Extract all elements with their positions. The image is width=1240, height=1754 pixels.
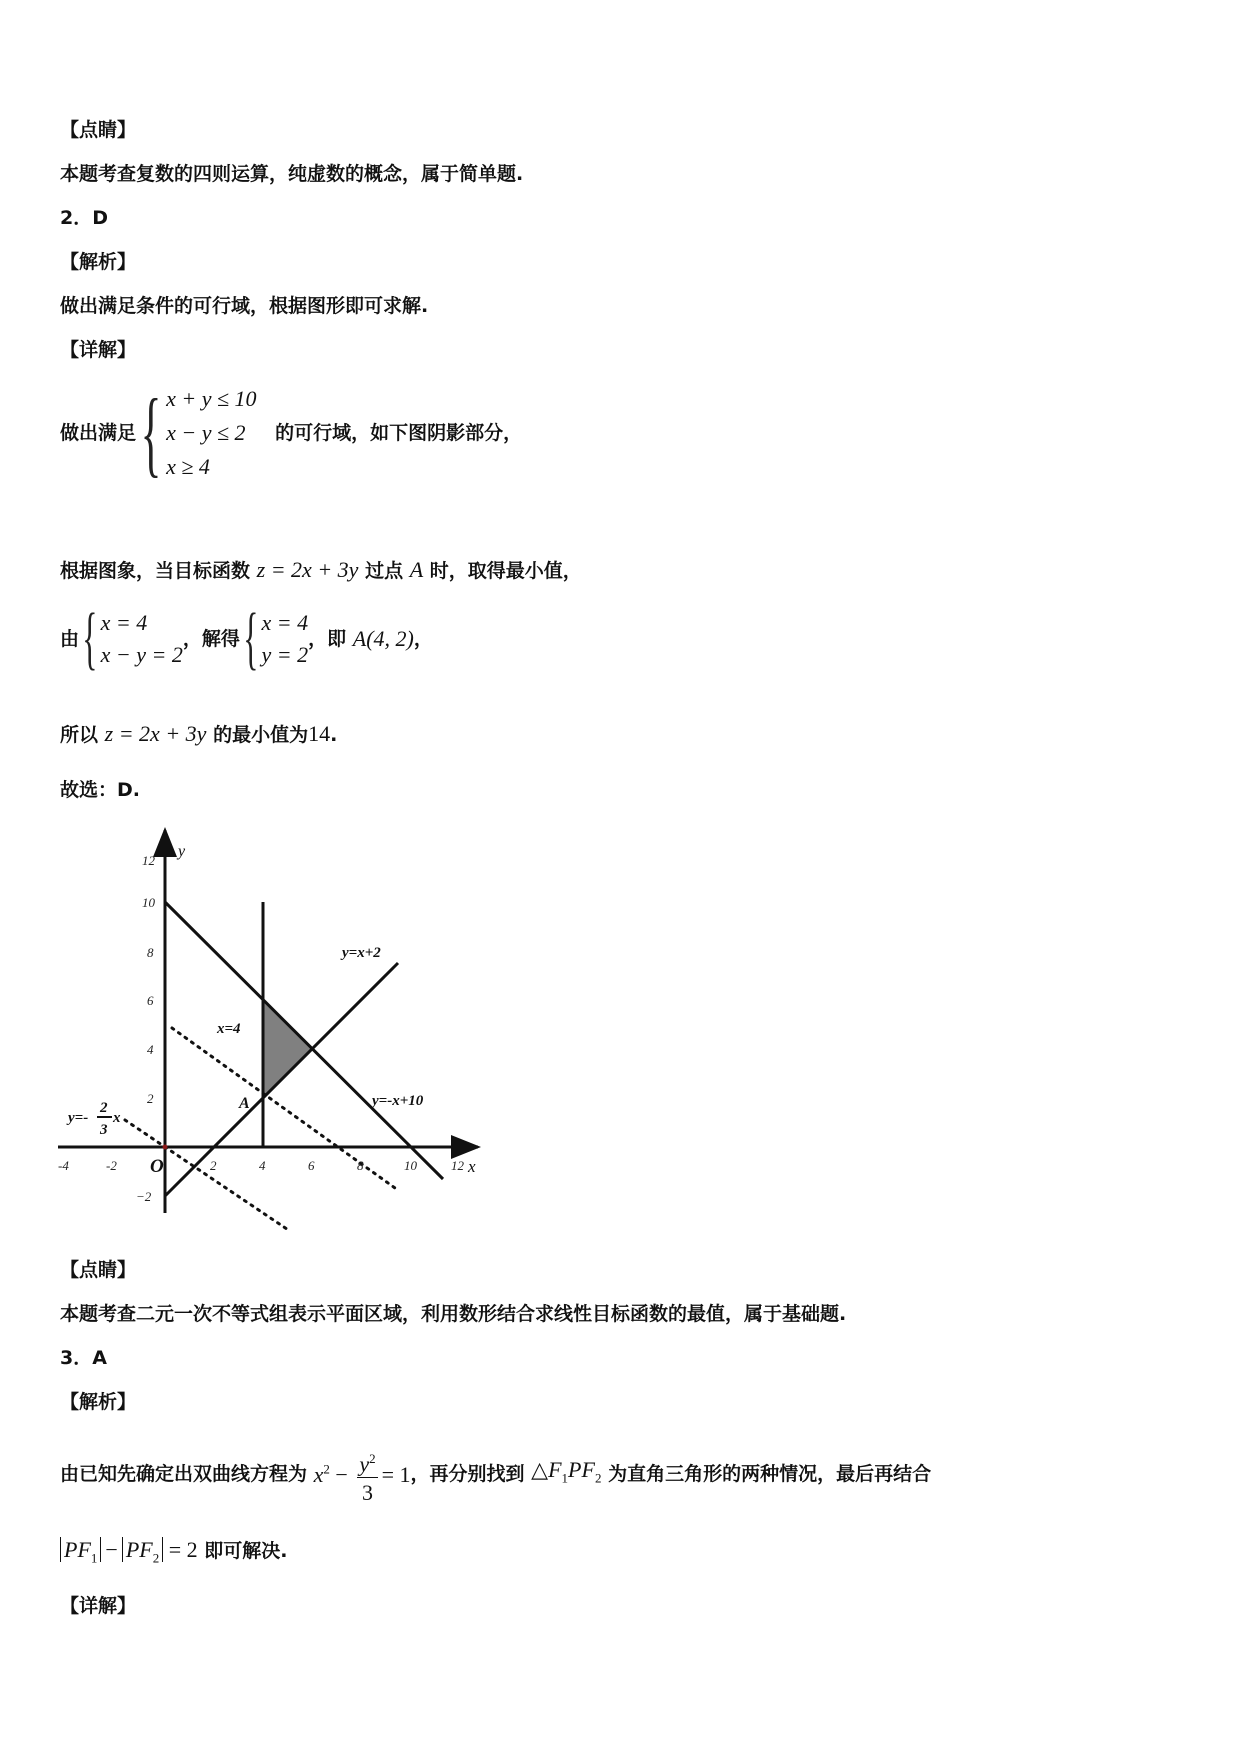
objective-line [60, 558, 582, 583]
abs-line [60, 1538, 287, 1570]
min-expression: z = 2x + 3y [104, 721, 207, 746]
equation-rhs: = 1 [381, 1462, 411, 1488]
jiexi-suffix: 为直角三角形的两种情况，最后再结合 [608, 1463, 932, 1486]
y-tick-12: 12 [142, 853, 155, 868]
y-tick-6: 6 [147, 993, 154, 1008]
shaded-feasible-region [263, 1000, 312, 1098]
feasible-region-chart [50, 820, 490, 1230]
solution-eq-2: y = 2 [261, 642, 309, 667]
x-tick-m2: -2 [106, 1158, 117, 1173]
pf2-sub: 2 [152, 1550, 160, 1566]
label-x-equals-4: x=4 [217, 1021, 241, 1037]
constraint-3: x ≥ 4 [166, 454, 210, 479]
point-name: A [409, 557, 424, 582]
label-y-x-plus-2: y=x+2 [342, 945, 381, 961]
y-tick-m2: −2 [136, 1189, 152, 1204]
solution-system [240, 600, 309, 677]
f2-letter: F [581, 1457, 595, 1483]
solve-rows [101, 607, 183, 671]
dianjing-header-2: 【点睛】 [60, 1259, 137, 1281]
min-value: 14 [308, 721, 331, 746]
solution-rows [261, 607, 308, 671]
f2-sub: 2 [594, 1470, 602, 1486]
jiexi-prefix: 由已知先确定出双曲线方程为 [60, 1463, 308, 1486]
triangle-icon: △ [531, 1457, 549, 1483]
y-tick-10: 10 [142, 895, 155, 910]
fraction [357, 1446, 377, 1508]
x-axis-label: x [468, 1157, 476, 1176]
x-tick-12: 12 [451, 1158, 464, 1173]
constraint-prefix: 做出满足 [60, 422, 137, 444]
jiexi-end: 即可解决. [204, 1540, 288, 1562]
q2-xiangjie-header: 【详解】 [60, 339, 137, 361]
constraint-line [60, 379, 523, 486]
q3-jiexi-header: 【解析】 [60, 1391, 137, 1413]
objective-suffix: 时，取得最小值， [429, 560, 582, 582]
min-line [60, 722, 337, 747]
solve-mid: ，解得 [182, 628, 240, 650]
solve-eq-1: x = 4 [100, 610, 148, 635]
solve-system [79, 600, 183, 677]
dianjing-text-1: 本题考查复数的四则运算，纯虚数的概念，属于简单题. [60, 163, 524, 185]
dianjing-header-1: 【点睛】 [60, 119, 137, 141]
q3-xiangjie-header: 【详解】 [60, 1595, 137, 1617]
point-a-coords: A(4, 2) [352, 626, 414, 651]
x-tick-6: 6 [308, 1158, 315, 1173]
label-y-minus-x-plus-10: y=-x+10 [372, 1093, 424, 1109]
q2-jiexi-header: 【解析】 [60, 251, 137, 273]
hyperbola-equation [313, 1451, 411, 1506]
origin-point [163, 1145, 168, 1150]
solve-eq-2: x − y = 2 [100, 642, 183, 667]
constraint-suffix: 的可行域，如下图阴影部分， [275, 422, 523, 444]
constraint-1: x + y ≤ 10 [166, 386, 257, 411]
x-tick-m4: -4 [58, 1158, 69, 1173]
abs-pf2 [122, 1537, 163, 1566]
label-frac-num: 2 [100, 1100, 108, 1116]
f1-letter: F [548, 1457, 562, 1483]
pf2-text: PF [125, 1537, 153, 1562]
constraint-system [136, 379, 257, 486]
constraint-2: x − y ≤ 2 [166, 420, 246, 445]
min-mid: 的最小值为 [213, 724, 309, 746]
q3-answer: 3．A [60, 1347, 107, 1369]
objective-prefix: 根据图象，当目标函数 [60, 560, 251, 582]
line-y-minus-x-plus-10 [165, 902, 443, 1179]
y-tick-2: 2 [147, 1091, 154, 1106]
min-prefix: 所以 [60, 724, 99, 746]
solve-suffix: ， [413, 628, 433, 650]
triangle-f1pf2 [531, 1457, 602, 1486]
abs-expression [60, 1537, 198, 1566]
y-tick-8: 8 [147, 945, 154, 960]
constraint-rows [166, 382, 256, 484]
minus-sign: − [329, 1462, 354, 1488]
abs-minus: − [105, 1537, 118, 1562]
x-tick-4: 4 [259, 1158, 266, 1173]
origin-label: O [150, 1156, 164, 1177]
solve-mid2: ，即 [308, 628, 347, 650]
abs-rhs: = 2 [168, 1537, 198, 1562]
fraction-denominator: 3 [361, 1480, 373, 1506]
abs-pf1 [60, 1537, 101, 1566]
q2-choice: 故选：D. [60, 779, 140, 801]
objective-function: z = 2x + 3y [256, 557, 359, 582]
left-brace: { [82, 600, 98, 677]
min-suffix: . [330, 724, 338, 746]
left-brace: { [140, 379, 162, 486]
x-tick-8: 8 [357, 1158, 364, 1173]
y-tick-4: 4 [147, 1042, 154, 1057]
x-term: x [313, 1462, 324, 1488]
q2-jiexi-text: 做出满足条件的可行域，根据图形即可求解. [60, 295, 429, 317]
x-exponent: 2 [323, 1462, 330, 1477]
objective-mid: 过点 [365, 560, 404, 582]
q2-answer: 2．D [60, 207, 108, 229]
label-y-minus-2-3-x-prefix: y=- [68, 1110, 89, 1126]
label-frac-den: 3 [100, 1122, 108, 1138]
solution-eq-1: x = 4 [261, 610, 309, 635]
y-axis-label: y [178, 843, 186, 860]
f1-sub: 1 [561, 1470, 569, 1486]
jiexi-mid: ，再分别找到 [410, 1463, 525, 1486]
hyperbola-line [60, 1440, 931, 1508]
x-tick-10: 10 [404, 1158, 417, 1173]
solve-prefix: 由 [60, 628, 80, 650]
num-y: y [359, 1451, 370, 1477]
x-tick-2: 2 [210, 1158, 217, 1173]
pf1-sub: 1 [90, 1550, 98, 1566]
pf1-text: PF [64, 1537, 91, 1562]
dianjing-text-2: 本题考查二元一次不等式组表示平面区域，利用数形结合求线性目标函数的最值，属于基础题. [60, 1303, 847, 1325]
label-point-a: A [239, 1095, 250, 1112]
p-letter: P [568, 1457, 582, 1483]
solve-line [60, 600, 433, 677]
left-brace: { [243, 600, 259, 677]
num-exponent: 2 [369, 1451, 376, 1467]
label-y-minus-2-3-x-suffix: x [113, 1110, 121, 1126]
fraction-numerator [357, 1446, 377, 1478]
